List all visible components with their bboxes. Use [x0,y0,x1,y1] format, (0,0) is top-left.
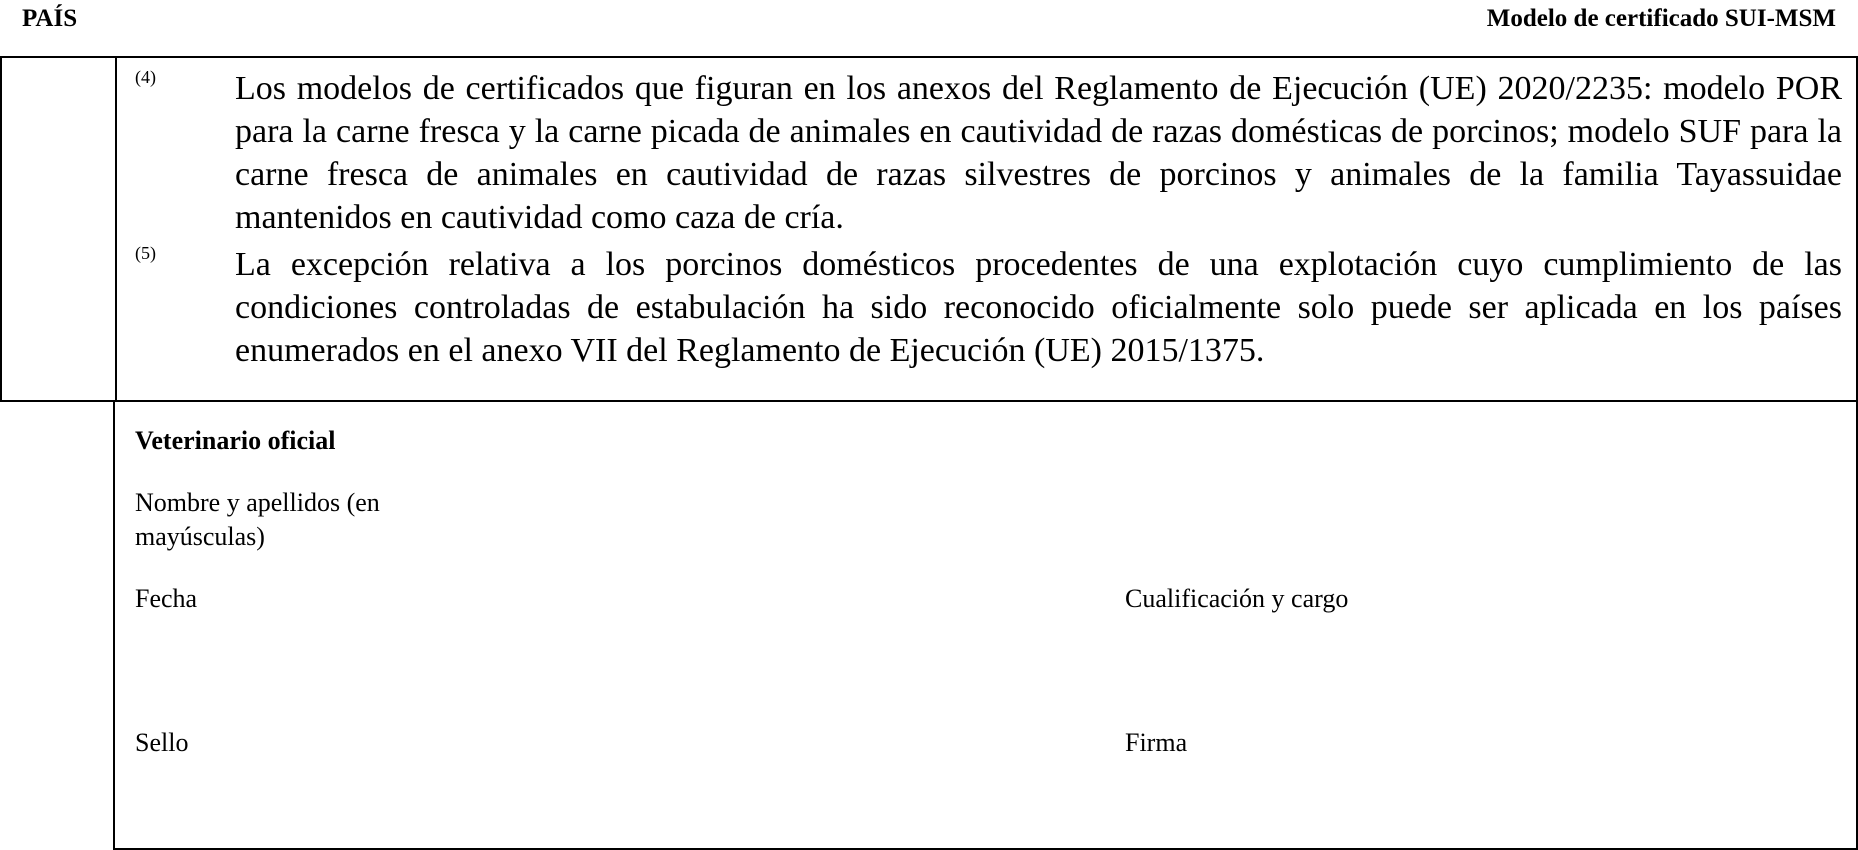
notes-table [0,56,1858,402]
note-number: (5) [135,243,156,263]
stamp-label: Sello [135,728,189,757]
signature-label: Firma [1125,728,1188,757]
note-text: La excepción relativa a los porcinos domésticos procedentes de una explotación cuyo cumplimiento de las condiciones controladas de estabulación ha sido reconocido oficialmente solo puede ser aplicada en los países enumerados en el anexo VII del Reglamento de Ejecución (UE) 2015/1375. [235,246,1842,369]
note-number: (4) [135,67,156,87]
official-veterinarian-title: Veterinario oficial [135,426,336,455]
name-label: Nombre y apellidos (en mayúsculas) [135,488,380,551]
qualification-label: Cualificación y cargo [1125,584,1349,613]
note-text: Los modelos de certificados que figuran en los anexos del Reglamento de Ejecución (UE) 2020/2235: modelo POR para la carne fresca y la carne picada de animales en cautividad de razas domésticas de porcinos; modelo SUF para la carne fresca de animales en cautividad de razas silvestres de porcinos y animales de la familia Tayassuidae mantenidos en cautividad como caza de cría. [235,70,1842,236]
header-country: PAÍS [22,5,78,32]
column-divider [115,58,117,400]
note-4 [135,67,1842,239]
note-5 [135,243,1842,372]
signature-block [113,400,1858,850]
header-model: Modelo de certificado SUI-MSM [1486,5,1836,32]
date-label: Fecha [135,584,198,613]
